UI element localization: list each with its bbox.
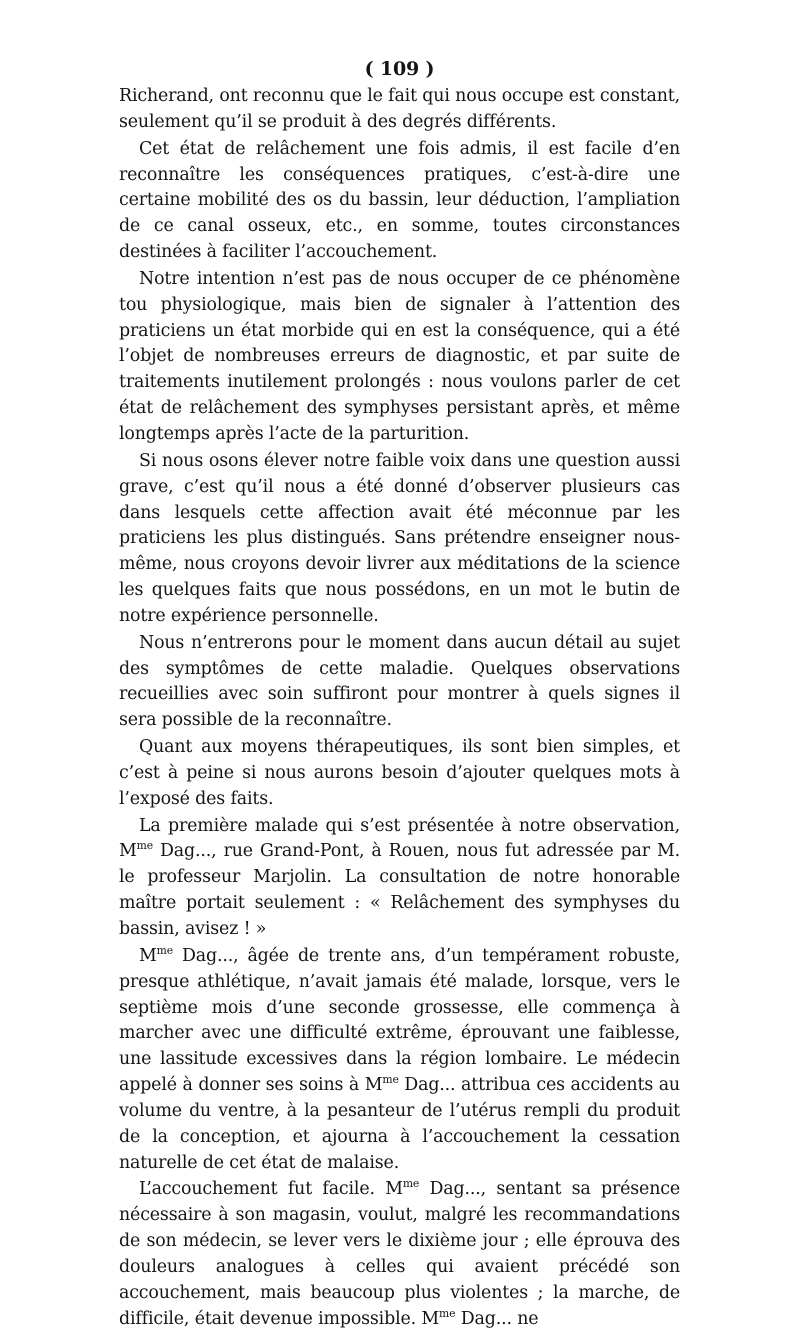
paragraph: Notre intention n’est pas de nous occuper de ce phénomène tou physiologique, mais bien de signaler à l’attention des praticiens un état morbide qui en est la conséquence, qui a été l’objet de nombreuses erreurs de diagnostic, et par suite de traitements inutilement prolongés : nous voulons parler de cet état de relâchement des symphyses persistant après, et même longtemps après l’acte de la parturition. [119,268,680,444]
paragraph: Nous n’entrerons pour le moment dans aucun détail au sujet des symptômes de cette maladie. Quelques observations recueillies avec soin suffiront pour montrer à quels signes il sera possible de la reconnaître. [119,632,680,731]
paragraph: L’accouchement fut facile. $M^{me}$ Dag..., sentant sa présence nécessaire à son magasin, voulut, malgré les recommandations de son médecin, se lever vers le dixième jour ; elle éprouva des douleurs analogues à celles qui avaient précédé son accouchement, mais beaucoup plus violentes ; la marche, de difficile, était devenue impossible. $M^{me}$ Dag... ne [119,1177,680,1329]
page-number: ( 109 ) [364,58,435,80]
paragraph: Richerand, ont reconnu que le fait qui nous occupe est constant, seulement qu’il se produit à des degrés différents. [119,86,680,132]
paragraph: La première malade qui s’est présentée à notre observation, $M^{me}$ Dag..., rue Grand-Pont, à Rouen, nous fut adressée par M. le professeur Marjolin. La consultation de notre honorable maître portait seulement : « Relâchement des symphyses du bassin, avisez ! » [119,815,680,939]
paragraph: Si nous osons élever notre faible voix dans une question aussi grave, c’est qu’il nous a été donné d’observer plusieurs cas dans lesquels cette affection avait été méconnue par les praticiens les plus distingués. Sans prétendre enseigner nous-même, nous croyons devoir livrer aux méditations de la science les quelques faits que nous possédons, en un mot le butin de notre expérience personnelle. [119,450,680,626]
book-page [119,56,680,1333]
paragraph: $M^{me}$ Dag..., âgée de trente ans, d’un tempérament robuste, presque athlétique, n’avait jamais été malade, lorsque, vers le septième mois d’une seconde grossesse, elle commença à marcher avec une difficulté extrême, éprouvant une faiblesse, une lassitude excessives dans la région lombaire. Le médecin appelé à donner ses soins à $M^{me}$ Dag... attribua ces accidents au volume du ventre, à la pesanteur de l’utérus rempli du produit de la conception, et ajourna à l’accouchement la cessation naturelle de cet état de malaise. [119,943,680,1173]
paragraph: Cet état de relâchement une fois admis, il est facile d’en reconnaître les conséquences pratiques, c’est-à-dire une certaine mobilité des os du bassin, leur déduction, l’ampliation de ce canal osseux, etc., en somme, toutes circonstances destinées à faciliter l’accouchement. [119,138,680,263]
paragraph: Quant aux moyens thérapeutiques, ils sont bien simples, et c’est à peine si nous aurons besoin d’ajouter quelques mots à l’exposé des faits. [119,737,680,809]
